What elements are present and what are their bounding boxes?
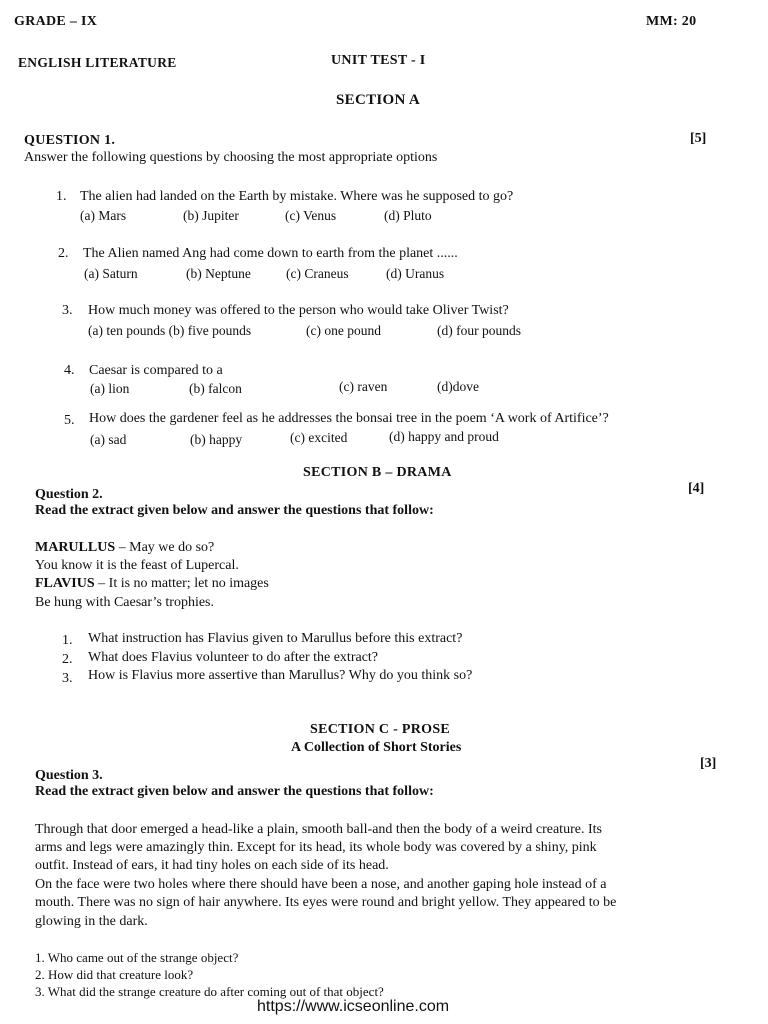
mcq-question: The alien had landed on the Earth by mistake. Where was he supposed to go? — [80, 189, 514, 204]
mcq-option: (a) sad — [90, 432, 127, 447]
extract-line — [35, 540, 214, 556]
mcq-option: (b) happy — [190, 432, 243, 447]
section-a-title: SECTION A — [336, 92, 420, 108]
section-c-subtitle: A Collection of Short Stories — [291, 740, 462, 755]
question-3-instruction: Read the extract given below and answer the questions that follow: — [35, 784, 434, 799]
question-1-marks: [5] — [690, 131, 707, 146]
mcq-option: (a) Mars — [80, 208, 127, 223]
paragraph-line: Through that door emerged a head-like a plain, smooth ball-and then the body of a weird creature. Its — [35, 822, 602, 837]
question-1-instruction: Answer the following questions by choosing the most appropriate options — [24, 150, 438, 165]
question-2-instruction: Read the extract given below and answer the questions that follow: — [35, 503, 434, 518]
speaker-name: FLAVIUS — [35, 576, 95, 591]
mcq-option: (a) Saturn — [84, 266, 138, 281]
paragraph-line: outfit. Instead of ears, it had tiny holes on each side of its head. — [35, 858, 389, 873]
sub-question-number: 3. — [62, 671, 73, 686]
mcq-number: 1. — [56, 189, 67, 204]
paragraph-line: glowing in the dark. — [35, 914, 148, 929]
question-2-marks: [4] — [688, 481, 705, 496]
mcq-number: 3. — [62, 303, 73, 318]
mcq-option: (d) four pounds — [437, 323, 521, 338]
mcq-option: (c) Venus — [285, 208, 337, 223]
sub-question-text: What does Flavius volunteer to do after the extract? — [88, 650, 379, 665]
mcq-option: (a) ten pounds (b) five pounds — [88, 323, 252, 338]
test-title: UNIT TEST - I — [331, 53, 426, 68]
mcq-option: (b) Jupiter — [183, 208, 239, 223]
section-c-title: SECTION C - PROSE — [310, 722, 451, 737]
mcq-option: (b) falcon — [189, 381, 242, 396]
sub-question-text: 3. What did the strange creature do after coming out of that object? — [35, 984, 384, 999]
grade-label: GRADE – IX — [14, 14, 98, 29]
question-1-label: QUESTION 1. — [24, 133, 116, 148]
extract-line — [35, 576, 269, 592]
sub-question-text: What instruction has Flavius given to Marullus before this extract? — [88, 631, 463, 646]
mcq-option: (d) Uranus — [386, 266, 445, 281]
mcq-option: (d)dove — [437, 379, 479, 394]
mcq-question: Caesar is compared to a — [89, 363, 223, 378]
footer-url: https://www.icseonline.com — [257, 998, 450, 1015]
speaker-name: MARULLUS — [35, 540, 116, 555]
mcq-option: (c) one pound — [306, 323, 381, 338]
sub-question-text: 1. Who came out of the strange object? — [35, 950, 239, 965]
question-3-marks: [3] — [700, 756, 717, 771]
mcq-number: 2. — [58, 246, 69, 261]
sub-question-text: 2. How did that creature look? — [35, 967, 194, 982]
mcq-option: (c) Craneus — [286, 266, 349, 281]
mcq-number: 5. — [64, 413, 75, 428]
max-marks: MM: 20 — [646, 14, 697, 29]
mcq-question: How much money was offered to the person who would take Oliver Twist? — [88, 303, 509, 318]
section-b-title: SECTION B – DRAMA — [303, 465, 452, 480]
mcq-number: 4. — [64, 363, 75, 378]
mcq-option: (b) Neptune — [186, 266, 251, 281]
mcq-option: (a) lion — [90, 381, 130, 396]
extract-line: Be hung with Caesar’s trophies. — [35, 595, 214, 610]
sub-question-text: How is Flavius more assertive than Marullus? Why do you think so? — [88, 668, 473, 683]
dialogue-text: – May we do so? — [115, 540, 215, 555]
question-3-label: Question 3. — [35, 768, 103, 783]
mcq-option: (c) raven — [339, 379, 388, 394]
mcq-question: The Alien named Ang had come down to earth from the planet ...... — [83, 246, 458, 261]
sub-question-number: 1. — [62, 633, 73, 648]
mcq-option: (d) happy and proud — [389, 429, 499, 444]
mcq-option: (d) Pluto — [384, 208, 432, 223]
paragraph-line: mouth. There was no sign of hair anywhere. Its eyes were round and bright yellow. They appeared to be — [35, 895, 617, 910]
extract-line: You know it is the feast of Lupercal. — [35, 558, 239, 573]
subject-label: ENGLISH LITERATURE — [18, 55, 177, 70]
sub-question-number: 2. — [62, 652, 73, 667]
paragraph-line: arms and legs were amazingly thin. Except for its head, its whole body was covered by a shiny, pink — [35, 840, 597, 855]
paragraph-line: On the face were two holes where there should have been a nose, and another gaping hole instead of a — [35, 877, 607, 892]
mcq-option: (c) excited — [290, 430, 348, 445]
mcq-question: How does the gardener feel as he addresses the bonsai tree in the poem ‘A work of Artifice’? — [89, 411, 609, 426]
question-2-label: Question 2. — [35, 487, 103, 502]
dialogue-text: – It is no matter; let no images — [94, 576, 269, 591]
